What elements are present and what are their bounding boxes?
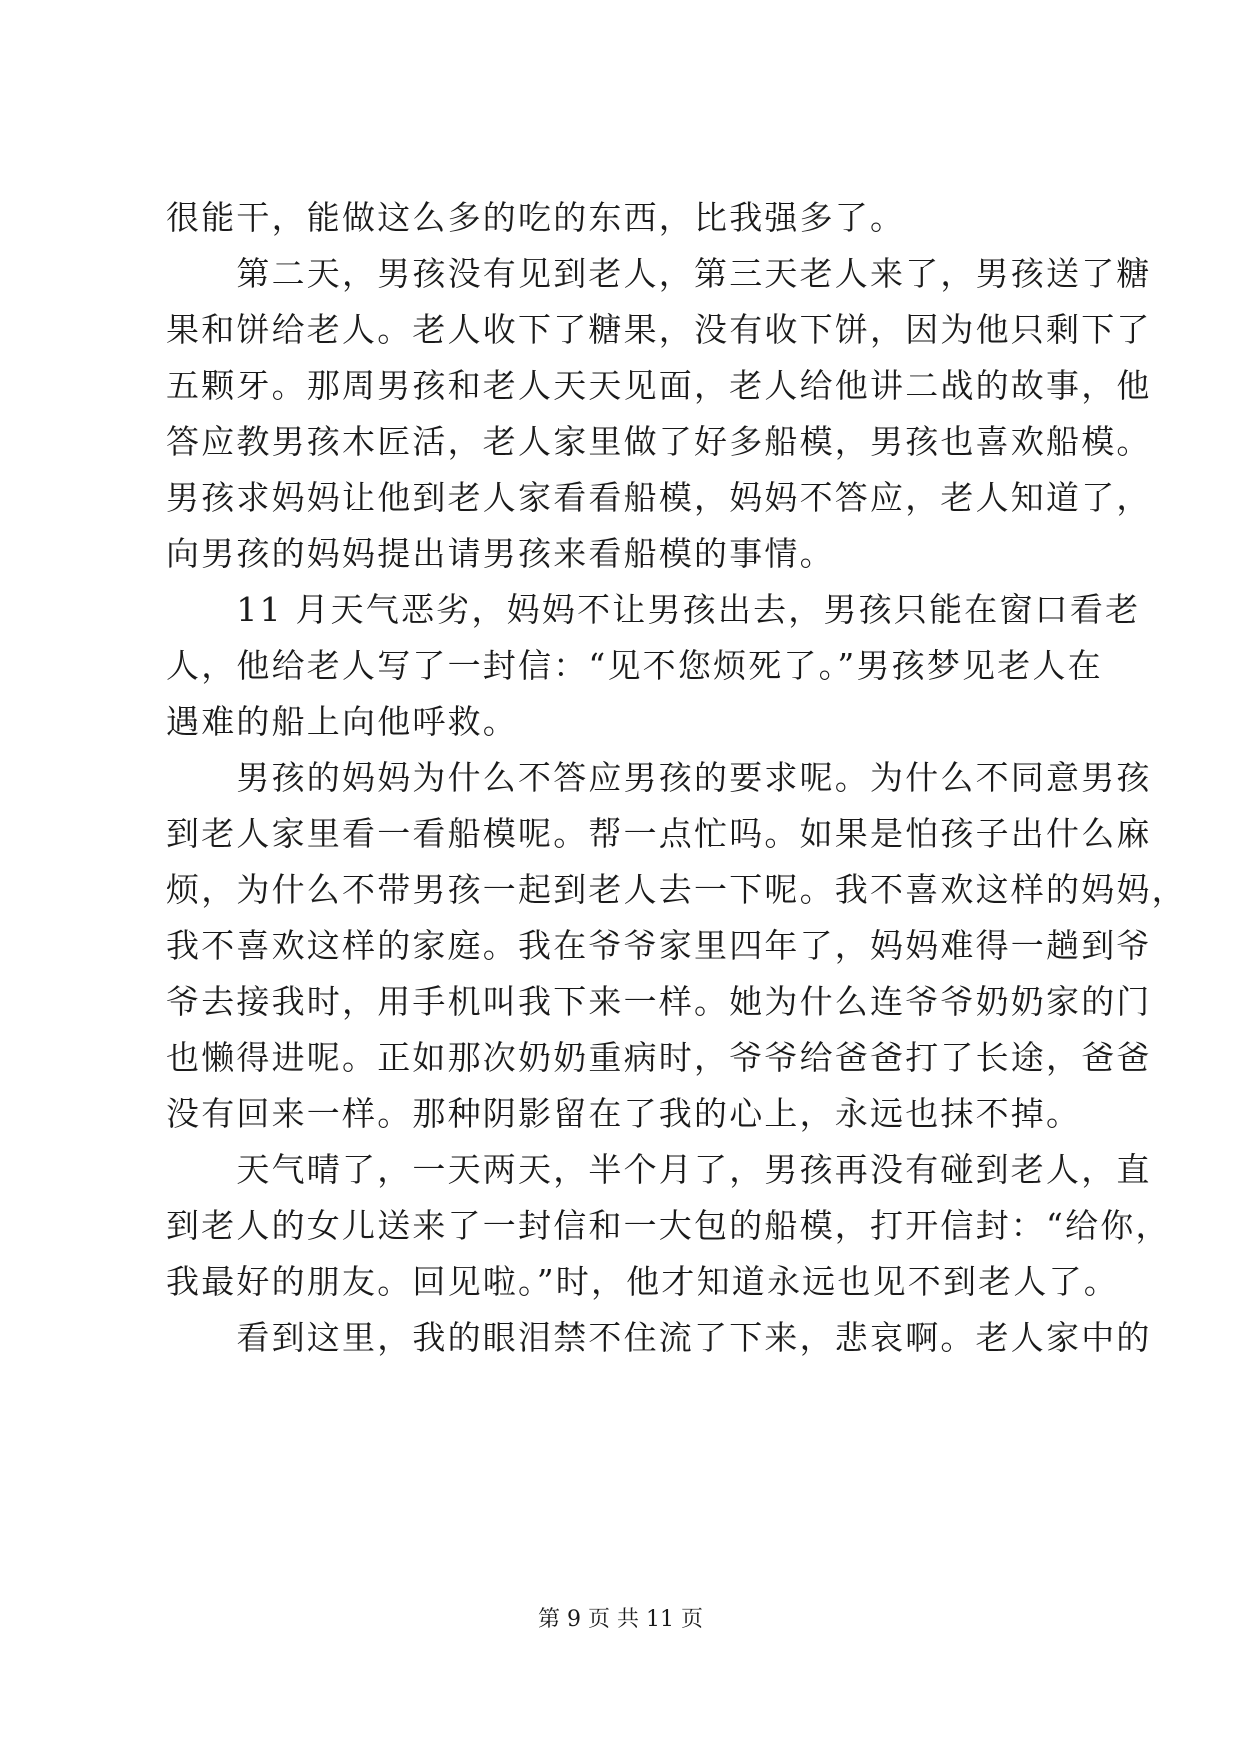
text-line: 第二天，男孩没有见到老人，第三天老人来了，男孩送了糖 [166, 254, 1152, 293]
text-line: 很能干，能做这么多的吃的东西，比我强多了。 [166, 198, 906, 237]
text-line: 我不喜欢这样的家庭。我在爷爷家里四年了，妈妈难得一趟到爷 [166, 926, 1152, 965]
text-line: 男孩求妈妈让他到老人家看看船模，妈妈不答应，老人知道了， [166, 478, 1152, 517]
text-line: 男孩的妈妈为什么不答应男孩的要求呢。为什么不同意男孩 [166, 758, 1152, 797]
text-line: 也懒得进呢。正如那次奶奶重病时，爷爷给爸爸打了长途，爸爸 [166, 1038, 1152, 1077]
text-line: 人，他给老人写了一封信：“见不您烦死了。”男孩梦见老人在 [166, 646, 1103, 685]
text-line: 到老人家里看一看船模呢。帮一点忙吗。如果是怕孩子出什么麻 [166, 814, 1152, 853]
text-line: 11 月天气恶劣，妈妈不让男孩出去，男孩只能在窗口看老 [166, 590, 1141, 629]
text-line: 向男孩的妈妈提出请男孩来看船模的事情。 [166, 534, 835, 573]
text-line: 到老人的女儿送来了一封信和一大包的船模，打开信封：“给你， [166, 1206, 1171, 1245]
text-line: 我最好的朋友。回见啦。”时，他才知道永远也见不到老人了。 [166, 1262, 1119, 1301]
text-line: 没有回来一样。那种阴影留在了我的心上，永远也抹不掉。 [166, 1094, 1082, 1133]
text-line: 看到这里，我的眼泪禁不住流了下来，悲哀啊。老人家中的 [166, 1318, 1152, 1357]
text-line: 果和饼给老人。老人收下了糖果，没有收下饼，因为他只剩下了 [166, 310, 1152, 349]
text-line: 天气晴了，一天两天，半个月了，男孩再没有碰到老人，直 [166, 1150, 1152, 1189]
page-footer: 第 9 页 共 11 页 [538, 1607, 703, 1632]
text-line: 烦，为什么不带男孩一起到老人去一下呢。我不喜欢这样的妈妈， [166, 870, 1187, 909]
text-line: 五颗牙。那周男孩和老人天天见面，老人给他讲二战的故事，他 [166, 366, 1152, 405]
text-line: 答应教男孩木匠活，老人家里做了好多船模，男孩也喜欢船模。 [166, 422, 1152, 461]
text-line: 遇难的船上向他呼救。 [166, 702, 518, 741]
text-line: 爷去接我时，用手机叫我下来一样。她为什么连爷爷奶奶家的门 [166, 982, 1152, 1021]
